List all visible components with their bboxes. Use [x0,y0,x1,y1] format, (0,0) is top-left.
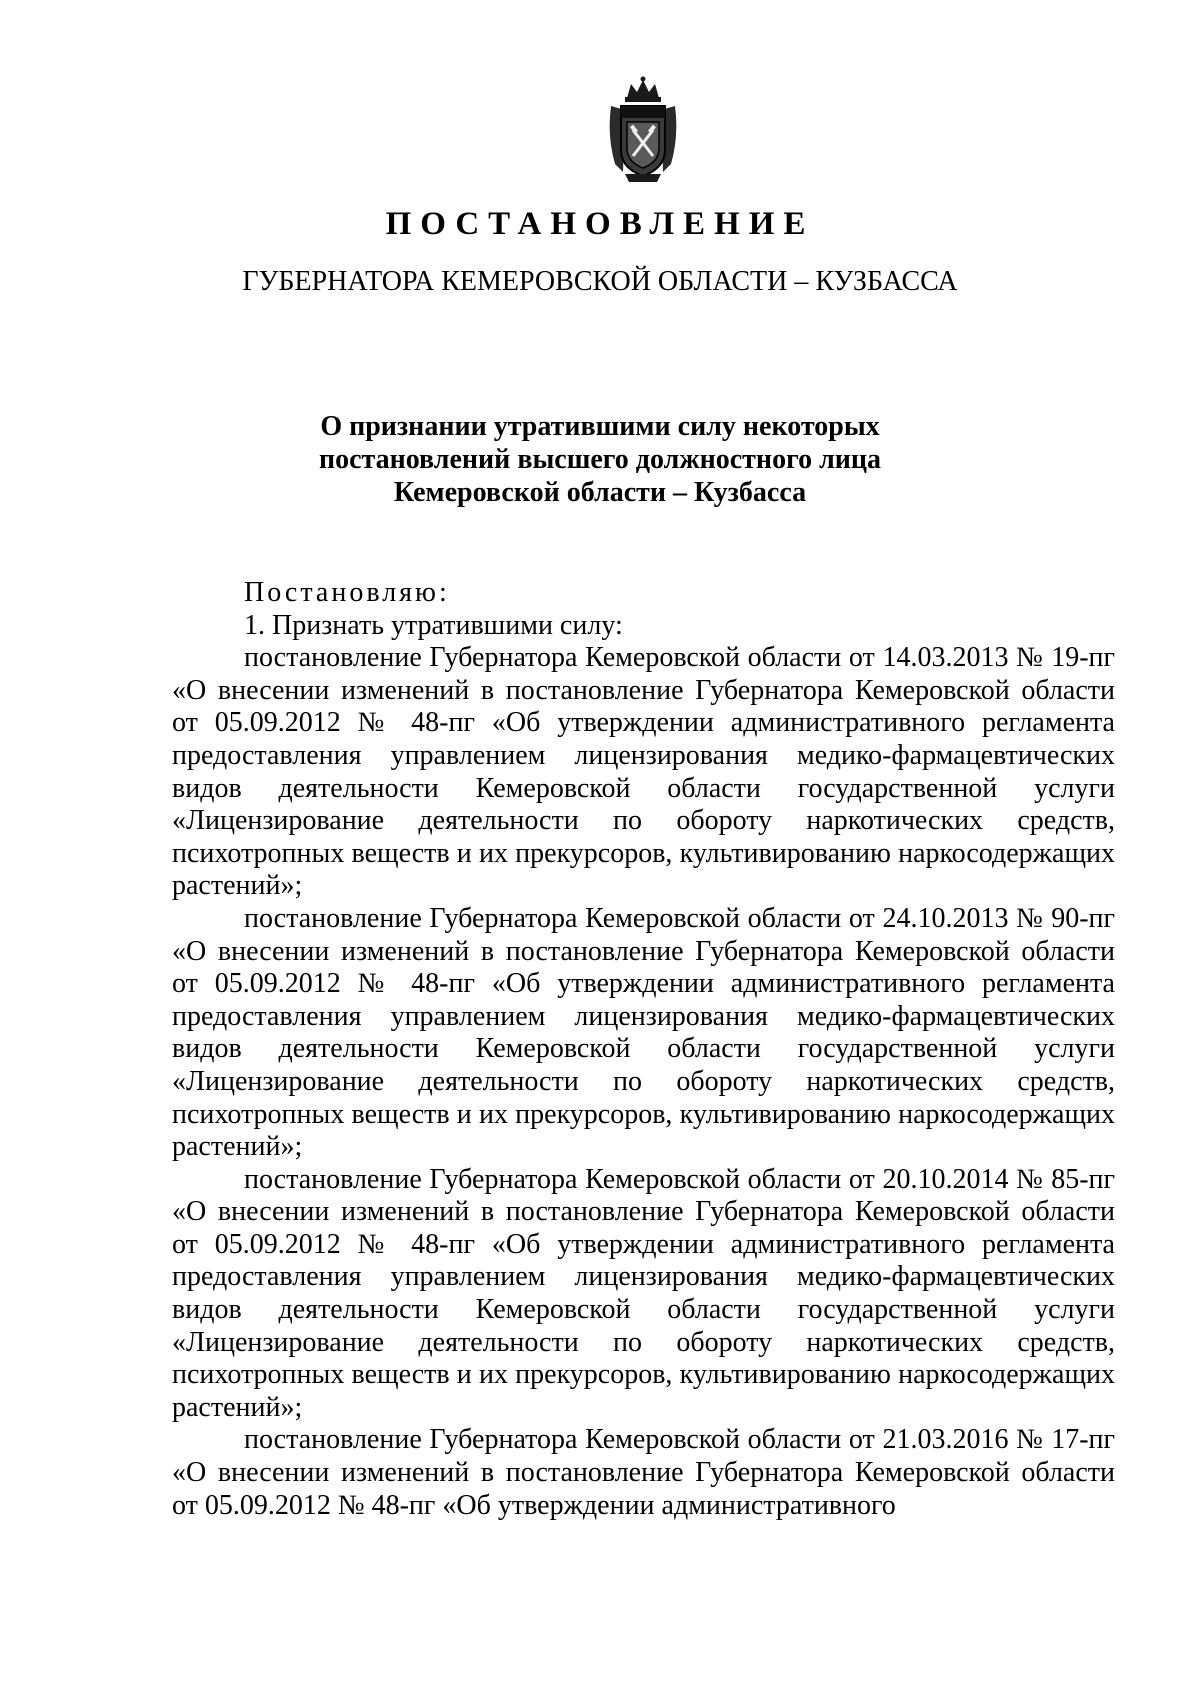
subject-line: О признании утратившими силу некоторых [320,411,880,442]
document-type-title: ПОСТАНОВЛЕНИЕ [385,206,815,242]
item-1: 1. Признать утратившими силу: [244,609,623,641]
subject-line: постановлений высшего должностного лица [318,444,882,475]
body-paragraph: постановление Губернатора Кемеровской области от 14.03.2013 № 19-пг «О внесении изменений в постановление Губернатора Кемеровской области от 05.09.2012 № 48-пг «Об утверждении административного регламента предоставления управлением лицензирования медико-фармацевтических видов деятельности Кемеровской области государственной услуги «Лицензирование деятельности по обороту наркотических средств, психотропных веществ и их прекурсоров, культивированию наркосодержащих растений»; [172,642,1115,902]
issuer-line: ГУБЕРНАТОРА КЕМЕРОВСКОЙ ОБЛАСТИ – КУЗБАССА [242,266,958,297]
body-paragraph: постановление Губернатора Кемеровской области от 21.03.2016 № 17-пг «О внесении изменений в постановление Губернатора Кемеровской области от 05.09.2012 № 48-пг «Об утверждении административного [172,1424,1115,1521]
decree-word: Постановляю: [244,577,450,608]
body-paragraph: постановление Губернатора Кемеровской области от 20.10.2014 № 85-пг «О внесении изменений в постановление Губернатора Кемеровской области от 05.09.2012 № 48-пг «Об утверждении административного регламента предоставления управлением лицензирования медико-фармацевтических видов деятельности Кемеровской области государственной услуги «Лицензирование деятельности по обороту наркотических средств, психотропных веществ и их прекурсоров, культивированию наркосодержащих растений»; [172,1163,1115,1423]
subject-line: Кемеровской области – Кузбасса [393,477,807,508]
document-subject [170,410,1030,509]
body-paragraph: постановление Губернатора Кемеровской области от 24.10.2013 № 90-пг «О внесении изменений в постановление Губернатора Кемеровской области от 05.09.2012 № 48-пг «Об утверждении административного регламента предоставления управлением лицензирования медико-фармацевтических видов деятельности Кемеровской области государственной услуги «Лицензирование деятельности по обороту наркотических средств, психотропных веществ и их прекурсоров, культивированию наркосодержащих растений»; [172,902,1115,1163]
coat-of-arms-icon [605,76,681,184]
document-body [172,577,1115,1522]
